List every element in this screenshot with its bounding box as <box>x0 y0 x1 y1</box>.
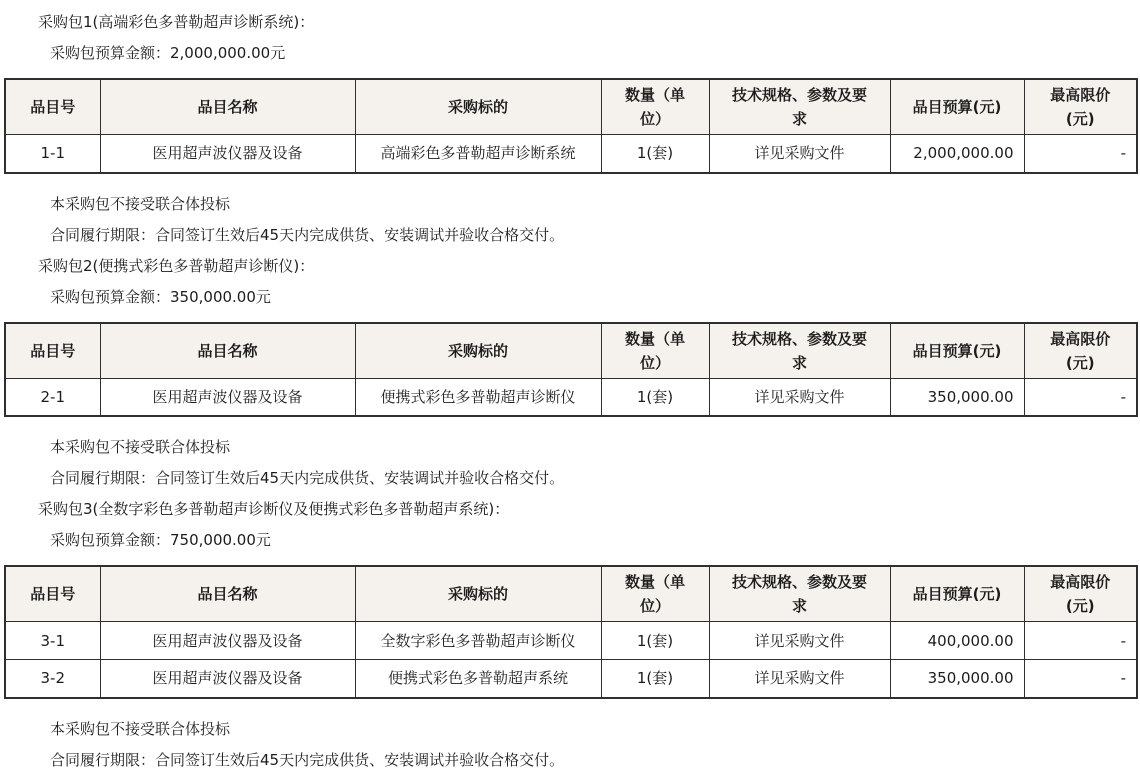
cell-subject: 便携式彩色多普勒超声诊断仪 <box>355 378 601 416</box>
cell-item-no: 3-2 <box>5 660 100 698</box>
items-table-1 <box>4 78 1138 174</box>
cell-spec: 详见采购文件 <box>709 660 890 698</box>
col-header-item-budget: 品目预算(元) <box>890 323 1024 379</box>
cell-item-name: 医用超声波仪器及设备 <box>100 378 355 416</box>
cell-item-no: 2-1 <box>5 378 100 416</box>
cell-spec: 详见采购文件 <box>709 378 890 416</box>
table-row <box>5 135 1137 173</box>
col-header-spec: 技术规格、参数及要求 <box>709 566 890 622</box>
col-header-max-price: 最高限价(元) <box>1024 79 1137 135</box>
cell-max-price: - <box>1024 135 1137 173</box>
package-section-1 <box>0 12 1140 246</box>
cell-quantity: 1(套) <box>601 660 709 698</box>
note-contract-period: 合同履行期限：合同签订生效后45天内完成供货、安装调试并验收合格交付。 <box>50 469 565 487</box>
note-no-consortium: 本采购包不接受联合体投标 <box>50 438 231 456</box>
cell-spec: 详见采购文件 <box>709 622 890 660</box>
col-header-item-no: 品目号 <box>5 323 100 379</box>
col-header-subject: 采购标的 <box>355 323 601 379</box>
cell-max-price: - <box>1024 622 1137 660</box>
cell-quantity: 1(套) <box>601 378 709 416</box>
package-budget: 采购包预算金额：2,000,000.00元 <box>50 44 286 62</box>
col-header-spec: 技术规格、参数及要求 <box>709 323 890 379</box>
package-title: 采购包3(全数字彩色多普勒超声诊断仪及便携式彩色多普勒超声系统)： <box>38 500 510 518</box>
cell-subject: 全数字彩色多普勒超声诊断仪 <box>355 622 601 660</box>
package-budget: 采购包预算金额：750,000.00元 <box>50 531 271 549</box>
cell-max-price: - <box>1024 660 1137 698</box>
col-header-quantity: 数量（单位） <box>601 323 709 379</box>
col-header-item-name: 品目名称 <box>100 566 355 622</box>
col-header-item-name: 品目名称 <box>100 79 355 135</box>
col-header-max-price: 最高限价(元) <box>1024 566 1137 622</box>
table-header-row <box>5 79 1137 135</box>
note-contract-period: 合同履行期限：合同签订生效后45天内完成供货、安装调试并验收合格交付。 <box>50 750 565 769</box>
package-title: 采购包1(高端彩色多普勒超声诊断系统)： <box>38 13 315 31</box>
col-header-max-price: 最高限价(元) <box>1024 323 1137 379</box>
cell-item-budget: 400,000.00 <box>890 622 1024 660</box>
col-header-item-name: 品目名称 <box>100 323 355 379</box>
cell-item-budget: 350,000.00 <box>890 378 1024 416</box>
col-header-quantity: 数量（单位） <box>601 566 709 622</box>
package-title: 采购包2(便携式彩色多普勒超声诊断仪)： <box>38 256 315 275</box>
cell-item-no: 3-1 <box>5 622 100 660</box>
items-table-3 <box>4 565 1138 699</box>
package-budget: 采购包预算金额：350,000.00元 <box>50 287 271 306</box>
table-row <box>5 378 1137 416</box>
cell-item-budget: 2,000,000.00 <box>890 135 1024 173</box>
table-row <box>5 622 1137 660</box>
items-table-2 <box>4 322 1138 418</box>
cell-item-name: 医用超声波仪器及设备 <box>100 660 355 698</box>
col-header-item-no: 品目号 <box>5 566 100 622</box>
cell-quantity: 1(套) <box>601 622 709 660</box>
cell-item-budget: 350,000.00 <box>890 660 1024 698</box>
col-header-subject: 采购标的 <box>355 79 601 135</box>
col-header-spec: 技术规格、参数及要求 <box>709 79 890 135</box>
cell-quantity: 1(套) <box>601 135 709 173</box>
note-no-consortium: 本采购包不接受联合体投标 <box>50 719 231 738</box>
cell-subject: 高端彩色多普勒超声诊断系统 <box>355 135 601 173</box>
package-section-2 <box>0 256 1140 490</box>
col-header-item-no: 品目号 <box>5 79 100 135</box>
note-no-consortium: 本采购包不接受联合体投标 <box>50 194 231 213</box>
cell-item-no: 1-1 <box>5 135 100 173</box>
col-header-item-budget: 品目预算(元) <box>890 566 1024 622</box>
cell-max-price: - <box>1024 378 1137 416</box>
cell-subject: 便携式彩色多普勒超声系统 <box>355 660 601 698</box>
col-header-subject: 采购标的 <box>355 566 601 622</box>
cell-spec: 详见采购文件 <box>709 135 890 173</box>
cell-item-name: 医用超声波仪器及设备 <box>100 135 355 173</box>
table-header-row <box>5 323 1137 379</box>
col-header-item-budget: 品目预算(元) <box>890 79 1024 135</box>
table-row <box>5 660 1137 698</box>
package-section-3 <box>0 499 1140 771</box>
col-header-quantity: 数量（单位） <box>601 79 709 135</box>
table-header-row <box>5 566 1137 622</box>
note-contract-period: 合同履行期限：合同签订生效后45天内完成供货、安装调试并验收合格交付。 <box>50 225 565 244</box>
cell-item-name: 医用超声波仪器及设备 <box>100 622 355 660</box>
